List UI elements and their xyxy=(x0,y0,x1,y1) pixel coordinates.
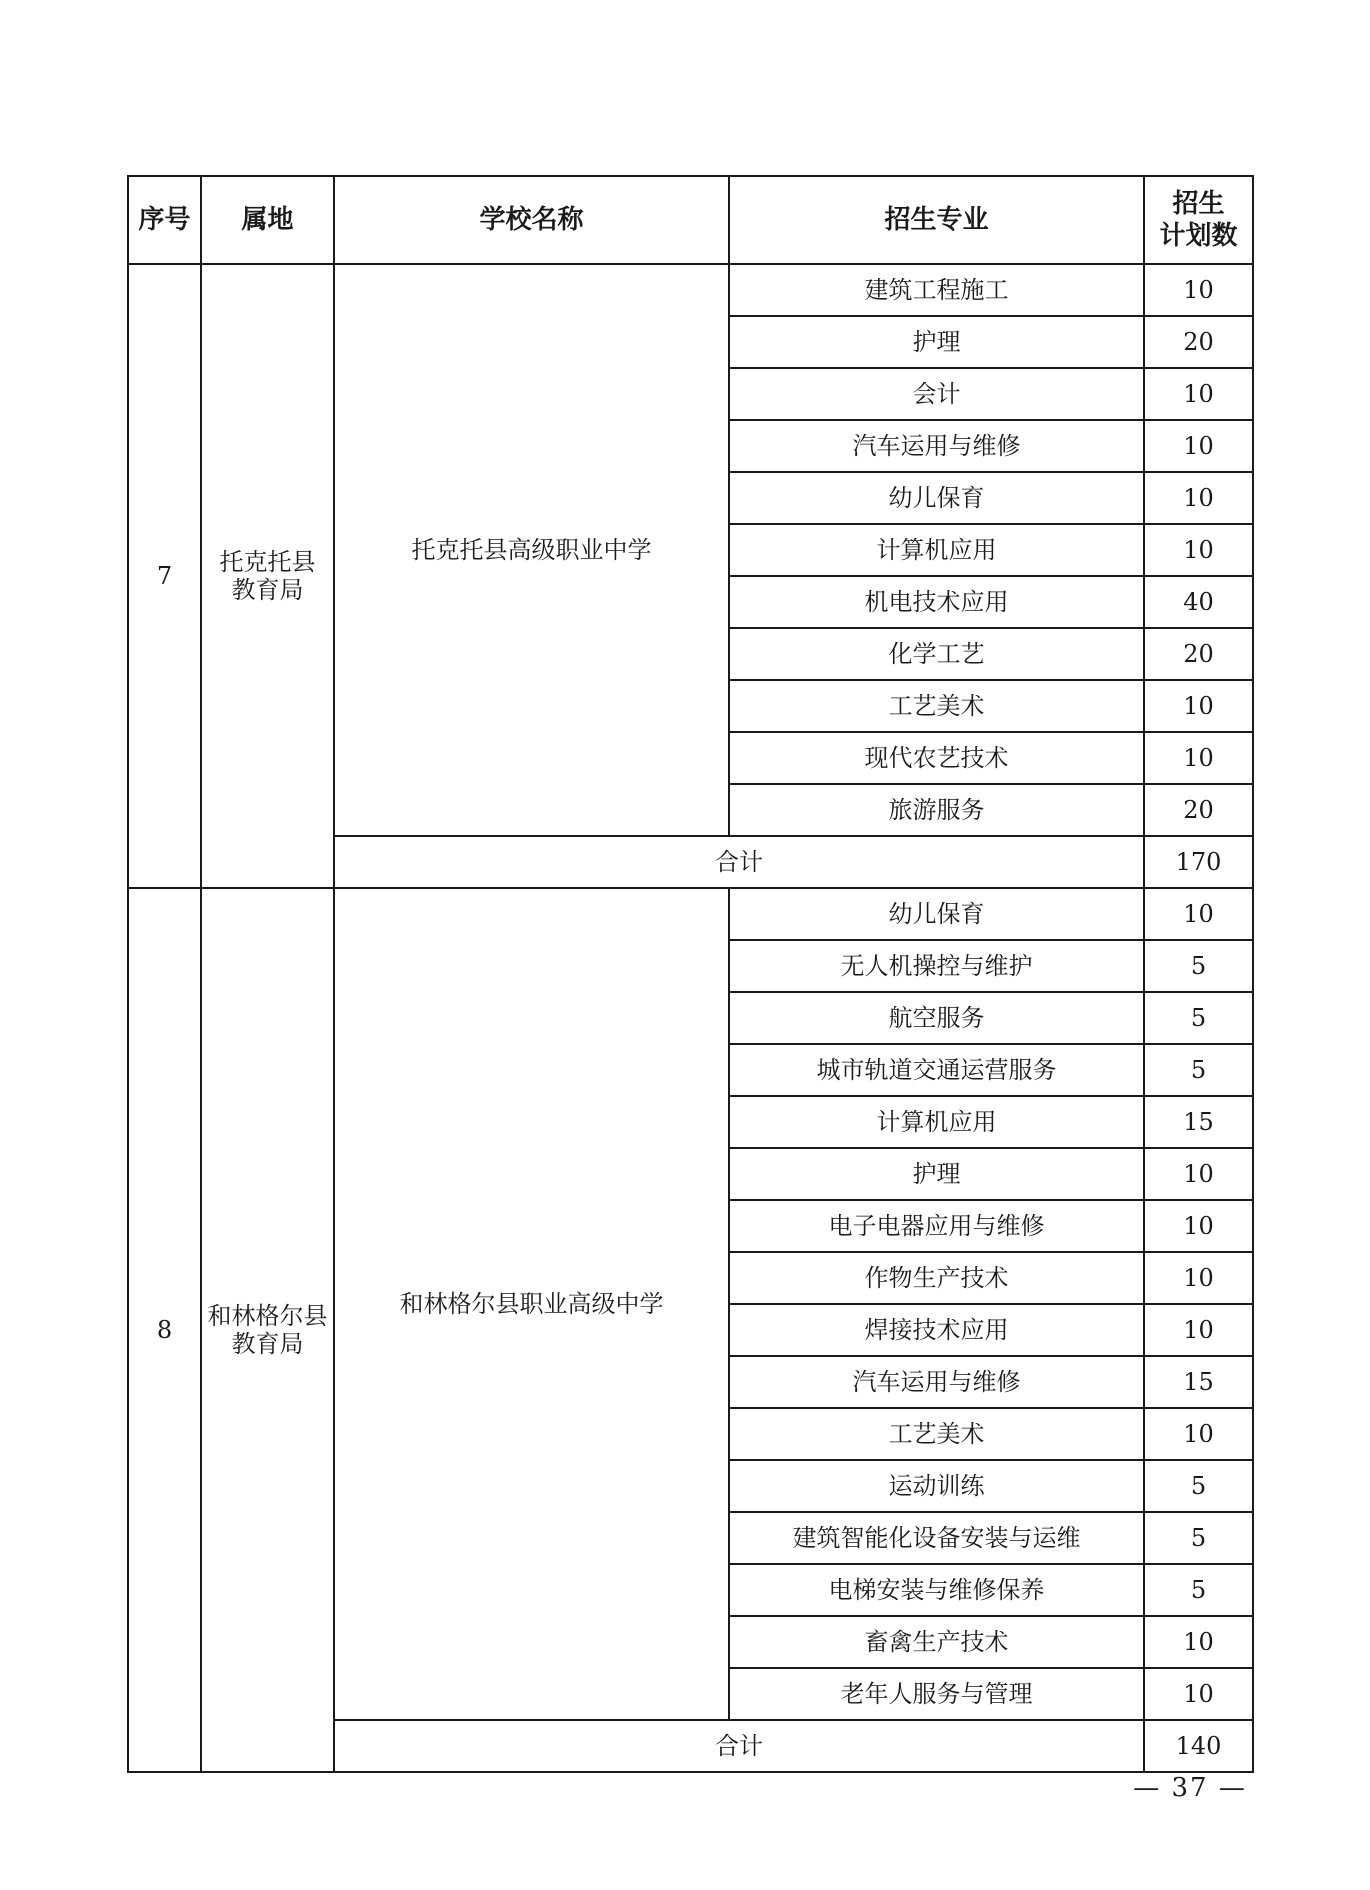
major-count: 20 xyxy=(1144,316,1253,368)
major-name: 畜禽生产技术 xyxy=(729,1616,1144,1668)
major-count: 10 xyxy=(1144,524,1253,576)
major-count: 10 xyxy=(1144,368,1253,420)
group-school: 和林格尔县职业高级中学 xyxy=(334,888,729,1720)
major-name: 电子电器应用与维修 xyxy=(729,1200,1144,1252)
total-label: 合计 xyxy=(334,836,1144,888)
major-name: 城市轨道交通运营服务 xyxy=(729,1044,1144,1096)
major-count: 5 xyxy=(1144,940,1253,992)
total-value: 170 xyxy=(1144,836,1253,888)
major-count: 5 xyxy=(1144,992,1253,1044)
major-count: 20 xyxy=(1144,628,1253,680)
major-count: 10 xyxy=(1144,1616,1253,1668)
table-header xyxy=(128,176,1253,264)
header-region: 属地 xyxy=(201,176,334,264)
major-count: 10 xyxy=(1144,888,1253,940)
major-count: 20 xyxy=(1144,784,1253,836)
region-region-line2: 教育局 xyxy=(231,1330,304,1358)
header-plan xyxy=(1144,176,1253,264)
header-plan-line1: 招生 xyxy=(1172,189,1225,219)
major-count: 10 xyxy=(1144,472,1253,524)
major-count: 10 xyxy=(1144,680,1253,732)
major-count: 10 xyxy=(1144,1408,1253,1460)
total-label: 合计 xyxy=(334,1720,1144,1772)
major-count: 5 xyxy=(1144,1512,1253,1564)
major-name: 幼儿保育 xyxy=(729,472,1144,524)
region-region-line1: 和林格尔县 xyxy=(207,1302,328,1330)
major-count: 5 xyxy=(1144,1460,1253,1512)
group-region xyxy=(201,888,334,1772)
major-count: 10 xyxy=(1144,1668,1253,1720)
header-major: 招生专业 xyxy=(729,176,1144,264)
major-name: 汽车运用与维修 xyxy=(729,420,1144,472)
major-name: 护理 xyxy=(729,1148,1144,1200)
major-count: 5 xyxy=(1144,1564,1253,1616)
major-name: 现代农艺技术 xyxy=(729,732,1144,784)
major-name: 计算机应用 xyxy=(729,1096,1144,1148)
table-row xyxy=(128,888,1253,940)
major-name: 老年人服务与管理 xyxy=(729,1668,1144,1720)
major-name: 作物生产技术 xyxy=(729,1252,1144,1304)
major-name: 焊接技术应用 xyxy=(729,1304,1144,1356)
group-region xyxy=(201,264,334,888)
major-name: 幼儿保育 xyxy=(729,888,1144,940)
major-name: 化学工艺 xyxy=(729,628,1144,680)
major-name: 旅游服务 xyxy=(729,784,1144,836)
major-name: 运动训练 xyxy=(729,1460,1144,1512)
table-row xyxy=(128,264,1253,316)
group-school: 托克托县高级职业中学 xyxy=(334,264,729,836)
major-count: 10 xyxy=(1144,264,1253,316)
major-name: 无人机操控与维护 xyxy=(729,940,1144,992)
major-count: 10 xyxy=(1144,420,1253,472)
major-name: 建筑智能化设备安装与运维 xyxy=(729,1512,1144,1564)
major-count: 10 xyxy=(1144,1252,1253,1304)
major-name: 会计 xyxy=(729,368,1144,420)
major-count: 10 xyxy=(1144,1200,1253,1252)
group-index: 8 xyxy=(128,888,201,1772)
header-plan-line2: 计划数 xyxy=(1159,221,1238,251)
major-name: 航空服务 xyxy=(729,992,1144,1044)
major-count: 15 xyxy=(1144,1356,1253,1408)
header-row xyxy=(128,176,1253,264)
major-name: 汽车运用与维修 xyxy=(729,1356,1144,1408)
group-index: 7 xyxy=(128,264,201,888)
major-name: 机电技术应用 xyxy=(729,576,1144,628)
page-number: — 37 — xyxy=(1133,1773,1247,1803)
major-name: 建筑工程施工 xyxy=(729,264,1144,316)
header-school: 学校名称 xyxy=(334,176,729,264)
major-count: 10 xyxy=(1144,732,1253,784)
table-body xyxy=(128,264,1253,1772)
major-name: 计算机应用 xyxy=(729,524,1144,576)
region-region-line1: 托克托县 xyxy=(219,548,316,576)
major-count: 15 xyxy=(1144,1096,1253,1148)
major-name: 工艺美术 xyxy=(729,1408,1144,1460)
major-count: 5 xyxy=(1144,1044,1253,1096)
enrollment-table xyxy=(127,175,1254,1773)
major-name: 工艺美术 xyxy=(729,680,1144,732)
major-count: 10 xyxy=(1144,1148,1253,1200)
total-value: 140 xyxy=(1144,1720,1253,1772)
major-name: 护理 xyxy=(729,316,1144,368)
major-count: 10 xyxy=(1144,1304,1253,1356)
major-count: 40 xyxy=(1144,576,1253,628)
major-name: 电梯安装与维修保养 xyxy=(729,1564,1144,1616)
region-region-line2: 教育局 xyxy=(231,576,304,604)
header-index: 序号 xyxy=(128,176,201,264)
